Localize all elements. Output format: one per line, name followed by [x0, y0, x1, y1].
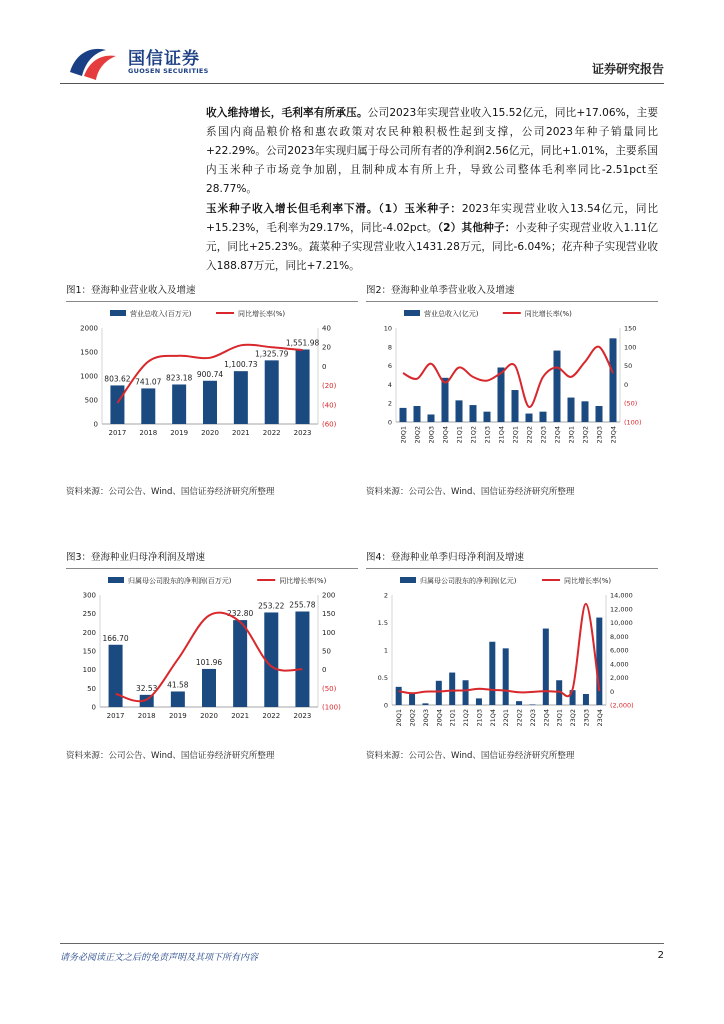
y2-axis-tick-label: 0: [624, 380, 629, 389]
y-axis-tick-label: 1: [383, 646, 388, 655]
x-axis-tick-label: 2022: [262, 429, 281, 437]
bar: [582, 401, 589, 422]
bar: [109, 645, 123, 707]
x-axis-tick-label: 23Q1: [567, 426, 576, 444]
y2-axis-tick-label: 4,000: [610, 660, 629, 669]
paragraph-heading: 收入维持增长，毛利率有所承压。: [206, 107, 368, 119]
bar: [476, 698, 482, 705]
y2-axis-tick-label: 0: [322, 362, 327, 371]
y-axis-tick-label: 150: [82, 647, 96, 656]
x-axis-tick-label: 20Q2: [408, 709, 417, 727]
x-axis-tick-label: 21Q2: [462, 709, 471, 727]
bar: [540, 412, 547, 422]
data-label: 255.78: [289, 600, 316, 610]
data-label: 1,325.79: [255, 349, 289, 359]
figure-source: 资料来源：公司公告、Wind、国信证券经济研究所整理: [66, 751, 275, 761]
y2-axis-tick-label: 150: [322, 610, 336, 619]
bar: [543, 629, 549, 705]
x-axis-tick-label: 20Q1: [395, 709, 404, 727]
x-axis-tick-label: 23Q4: [609, 426, 618, 444]
paragraph-subheading: （2）其他种子：: [437, 222, 516, 234]
data-label: 741.07: [135, 377, 162, 387]
y2-axis-tick-label: (100): [624, 418, 642, 427]
y-axis-tick-label: 0.5: [377, 674, 388, 682]
y2-axis-tick-label: 0: [610, 687, 615, 696]
figure-2: [366, 284, 658, 447]
y-axis-tick-label: 2000: [80, 324, 98, 333]
bar: [470, 405, 477, 422]
x-axis-tick-label: 2017: [106, 712, 125, 720]
x-axis-tick-label: 2017: [108, 429, 127, 437]
x-axis-tick-label: 20Q4: [441, 426, 450, 444]
y2-axis-tick-label: 6,000: [610, 646, 629, 655]
bar: [526, 414, 533, 422]
legend-line-label: 同比增长率(%): [524, 310, 572, 318]
y-axis-tick-label: 10: [383, 324, 392, 333]
y-axis-tick-label: 250: [82, 610, 96, 619]
figure-title: 图1：登海种业营业收入及增速: [66, 284, 358, 302]
y2-axis-tick-label: (50): [624, 399, 638, 408]
bar: [512, 390, 519, 422]
bar: [489, 642, 495, 705]
bar: [203, 381, 217, 424]
y-axis-tick-label: 1500: [80, 348, 98, 357]
x-axis-tick-label: 22Q3: [539, 426, 548, 444]
figure-source: 资料来源：公司公告、Wind、国信证券经济研究所整理: [66, 487, 275, 497]
x-axis-tick-label: 22Q1: [502, 709, 511, 727]
y2-axis-tick-label: (50): [322, 684, 337, 693]
bar: [172, 384, 186, 424]
data-label: 803.62: [104, 374, 131, 384]
legend-line-label: 同比增长率(%): [279, 577, 327, 585]
x-axis-tick-label: 2021: [231, 712, 250, 720]
y-axis-tick-label: 1.5: [377, 619, 388, 627]
report-type: 证券研究报告: [591, 62, 664, 76]
x-axis-tick-label: 20Q3: [421, 709, 430, 727]
x-axis-tick-label: 21Q3: [475, 709, 484, 727]
header-divider: [60, 83, 664, 84]
y2-axis-tick-label: (40): [322, 401, 337, 410]
bar: [456, 400, 463, 422]
figure-source: 资料来源：公司公告、Wind、国信证券经济研究所整理: [366, 487, 575, 497]
x-axis-tick-label: 2020: [201, 429, 219, 437]
paragraph-heading: 玉米种子收入增长但毛利率下滑。: [206, 203, 379, 215]
y2-axis-tick-label: 100: [624, 343, 637, 352]
x-axis-tick-label: 23Q2: [581, 426, 590, 444]
paragraph-subheading: （1）玉米种子：: [378, 203, 462, 215]
y2-axis-tick-label: 8,000: [610, 632, 629, 641]
x-axis-tick-label: 22Q3: [528, 709, 537, 727]
x-axis-tick-label: 23Q3: [595, 426, 604, 444]
y2-axis-tick-label: (2,000): [610, 701, 634, 710]
x-axis-tick-label: 20Q3: [427, 426, 436, 444]
y2-axis-tick-label: 150: [624, 324, 637, 333]
y-axis-tick-label: 100: [82, 666, 96, 675]
bar: [295, 612, 309, 707]
bar: [568, 398, 575, 422]
legend-bar-label: 营业总收入(亿元): [424, 310, 479, 318]
bar: [596, 618, 602, 705]
bar: [516, 701, 522, 705]
data-label: 41.58: [167, 680, 189, 690]
y2-axis-tick-label: 12,000: [610, 605, 633, 614]
bar: [436, 681, 442, 705]
paragraph-corn-seed: [206, 200, 658, 276]
figure-title: 图4：登海种业单季归母净利润及增速: [366, 551, 658, 569]
y2-axis-tick-label: 14,000: [610, 591, 633, 600]
x-axis-tick-label: 23Q4: [595, 709, 604, 727]
x-axis-tick-label: 21Q3: [483, 426, 492, 444]
bar: [233, 620, 247, 707]
figure-title: 图2：登海种业单季营业收入及增速: [366, 284, 658, 302]
bar: [529, 704, 535, 705]
paragraph-body: 2023年实现营业收入13.54亿元，同比+15.23%，毛利率为29.17%，同比-4.02pct。: [206, 203, 658, 234]
legend-bar-label: 归属母公司股东的净利润(亿元): [420, 577, 517, 585]
paragraph-body: 公司2023年实现营业收入15.52亿元，同比+17.06%，主要系国内商品粮价格和惠农政策对农民种粮积极性起到支撑，公司2023年种子销量同比+22.29%。公司2023年实现归属于母公司所有者的净利润2.56亿元，同比+1.01%，主要系国内玉米种子市场竞争加剧，且制种成本有所上升，导致公司整体毛利率同比-2.51pct至28.77%。: [206, 107, 658, 195]
data-label: 900.74: [196, 369, 224, 379]
y2-axis-tick-label: (60): [322, 420, 337, 429]
bar: [171, 691, 185, 707]
guosen-logo-icon: [66, 42, 122, 82]
x-axis-tick-label: 21Q4: [497, 426, 506, 444]
x-axis-tick-label: 22Q1: [511, 426, 520, 444]
y-axis-tick-label: 0: [91, 703, 96, 712]
data-label: 166.70: [102, 633, 129, 643]
brand-name-cn: 国信证券: [128, 49, 200, 69]
y2-axis-tick-label: 50: [322, 647, 331, 656]
x-axis-tick-label: 2018: [139, 429, 158, 437]
x-axis-tick-label: 23Q3: [582, 709, 591, 727]
y-axis-tick-label: 300: [82, 591, 96, 600]
bar: [110, 385, 124, 424]
figure-3: [66, 551, 358, 729]
y-axis-tick-label: 6: [387, 362, 392, 371]
y2-axis-tick-label: 10,000: [610, 619, 633, 627]
y-axis-tick-label: 0: [93, 420, 98, 429]
footer-divider: [60, 943, 664, 944]
y2-axis-tick-label: 200: [322, 591, 336, 600]
data-label: 1,100.73: [224, 360, 258, 370]
y-axis-tick-label: 1000: [80, 372, 98, 381]
legend-bar-label: 营业总收入(百万元): [130, 310, 192, 318]
x-axis-tick-label: 20Q4: [435, 709, 444, 727]
y-axis-tick-label: 0: [383, 701, 388, 710]
y-axis-tick-label: 0: [387, 418, 392, 427]
x-axis-tick-label: 20Q2: [413, 426, 422, 444]
x-axis-tick-label: 22Q4: [542, 709, 551, 727]
bar: [484, 412, 491, 422]
bar: [202, 669, 216, 707]
y2-axis-tick-label: 2,000: [610, 674, 629, 682]
data-label: 253.22: [258, 601, 285, 611]
brand-name-en: GUOSEN SECURITIES: [128, 67, 209, 75]
y2-axis-tick-label: 0: [322, 666, 327, 675]
figure-source: 资料来源：公司公告、Wind、国信证券经济研究所整理: [366, 751, 575, 761]
figure-title: 图3：登海种业归母净利润及增速: [66, 551, 358, 569]
y2-axis-tick-label: 20: [322, 343, 331, 352]
bar: [428, 414, 435, 422]
bar: [422, 703, 428, 705]
bar: [414, 406, 421, 422]
y2-axis-tick-label: 50: [624, 362, 633, 371]
chart-revenue-annual: [66, 302, 358, 447]
chart-net-profit-annual: [66, 569, 358, 729]
chart-net-profit-quarterly: [366, 569, 658, 729]
bar: [234, 371, 248, 424]
bar: [449, 673, 455, 705]
bar: [583, 694, 589, 705]
y-axis-tick-label: 500: [84, 396, 98, 405]
legend-line-label: 同比增长率(%): [238, 310, 286, 318]
bar: [141, 388, 155, 424]
x-axis-tick-label: 20Q1: [399, 426, 408, 444]
bar: [296, 350, 310, 424]
x-axis-tick-label: 22Q2: [525, 426, 534, 444]
bar: [409, 693, 415, 705]
chart-revenue-quarterly: [366, 302, 658, 447]
paragraph-body: 小麦种子实现营业收入1.11亿元，同比+25.23%。蔬菜种子实现营业收入1431.28万元，同比-6.04%；花卉种子实现营业收入188.87万元，同比+7.21%。: [206, 222, 659, 272]
legend-bar-swatch: [108, 577, 124, 583]
legend-bar-swatch: [400, 577, 416, 583]
data-label: 32.53: [135, 683, 158, 693]
x-axis-tick-label: 2018: [137, 712, 156, 720]
figure-1: [66, 284, 358, 447]
legend-bar-label: 归属母公司股东的净利润(百万元): [128, 577, 232, 585]
bar: [442, 378, 449, 422]
figure-4: [366, 551, 658, 729]
y-axis-tick-label: 200: [82, 628, 96, 637]
legend-line-label: 同比增长率(%): [564, 577, 612, 585]
y-axis-tick-label: 4: [387, 380, 392, 389]
bar: [503, 648, 509, 705]
data-label: 1,551.98: [285, 338, 320, 348]
x-axis-tick-label: 2020: [200, 712, 218, 720]
disclaimer-text: 请务必阅读正文之后的免责声明及其项下所有内容: [60, 953, 259, 963]
x-axis-tick-label: 2022: [262, 712, 281, 720]
page-number: 2: [657, 950, 664, 961]
x-axis-tick-label: 2021: [231, 429, 250, 437]
x-axis-tick-label: 23Q1: [555, 709, 564, 727]
x-axis-tick-label: 21Q1: [448, 709, 457, 727]
y2-axis-tick-label: 100: [322, 628, 336, 637]
bar: [463, 680, 469, 705]
y2-axis-tick-label: (20): [322, 382, 337, 391]
y2-axis-tick-label: (100): [322, 703, 341, 712]
x-axis-tick-label: 21Q2: [469, 426, 478, 444]
x-axis-tick-label: 2019: [170, 429, 189, 437]
y-axis-tick-label: 8: [387, 343, 392, 352]
x-axis-tick-label: 22Q4: [553, 426, 562, 444]
data-label: 823.18: [166, 373, 193, 383]
y-axis-tick-label: 2: [383, 591, 388, 600]
y-axis-tick-label: 2: [387, 399, 392, 408]
growth-rate-line: [403, 347, 613, 407]
x-axis-tick-label: 2019: [168, 712, 187, 720]
bar: [596, 406, 603, 422]
x-axis-tick-label: 2023: [293, 429, 312, 437]
bar: [265, 360, 279, 424]
data-label: 232.80: [227, 609, 254, 619]
bar: [400, 408, 407, 422]
x-axis-tick-label: 23Q2: [569, 709, 578, 727]
growth-rate-line: [399, 604, 600, 696]
legend-bar-swatch: [110, 310, 126, 316]
y-axis-tick-label: 50: [87, 684, 96, 693]
bar: [610, 338, 617, 422]
x-axis-tick-label: 21Q1: [455, 426, 464, 444]
data-label: 101.96: [195, 657, 223, 667]
paragraph-revenue: [206, 104, 658, 199]
x-axis-tick-label: 2023: [293, 712, 312, 720]
bar: [396, 687, 402, 705]
y2-axis-tick-label: 40: [322, 324, 331, 333]
x-axis-tick-label: 22Q2: [515, 709, 524, 727]
bar: [554, 351, 561, 422]
x-axis-tick-label: 21Q4: [488, 709, 497, 727]
legend-bar-swatch: [404, 310, 420, 316]
